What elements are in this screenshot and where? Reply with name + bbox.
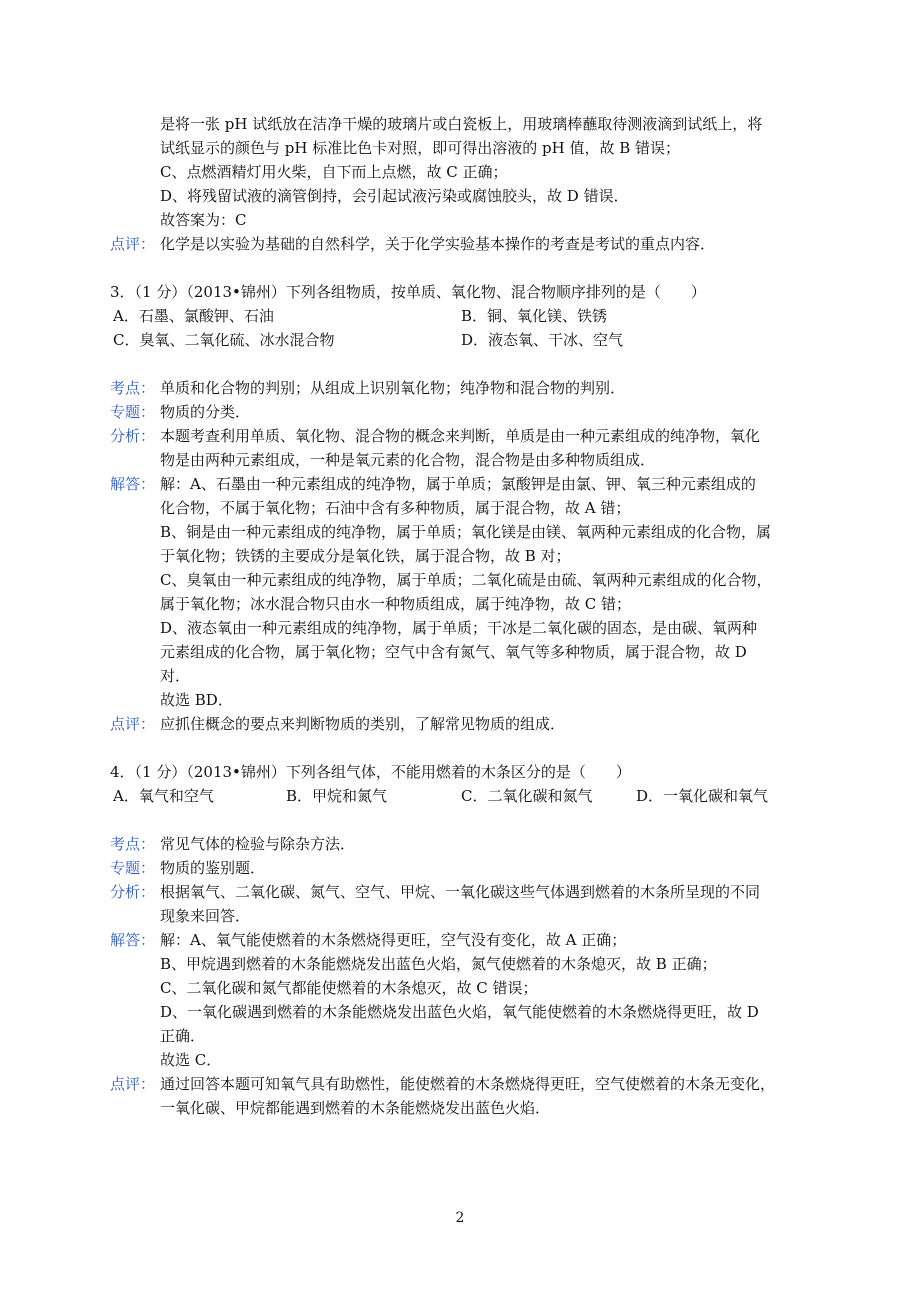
jieda-text: 属于氧化物；冰水混合物只由水一种物质组成，属于纯净物，故 C 错； — [160, 595, 632, 613]
option-c: C．臭氧、二氧化硫、冰水混合物 — [113, 331, 335, 349]
option-b: B．甲烷和氮气 — [286, 787, 388, 805]
fenxi-text: 现象来回答． — [160, 907, 251, 925]
kaodian-label: 考点： — [110, 379, 156, 397]
fenxi-label: 分析： — [110, 883, 156, 901]
dianping-text: 应抓住概念的要点来判断物质的类别，了解常见物质的组成． — [160, 715, 566, 733]
jieda-text: D、液态氧由一种元素组成的纯净物，属于单质；干冰是二氧化碳的固态，是由碳、氧两种 — [160, 619, 758, 637]
jieda-label: 解答： — [110, 931, 156, 949]
text-line: 试纸显示的颜色与 pH 标准比色卡对照，即可得出溶液的 pH 值，故 B 错误； — [160, 139, 681, 157]
zhuanti-label: 专题： — [110, 859, 156, 877]
jieda-text: C、二氧化碳和氮气都能使燃着的木条熄灭，故 C 错误； — [160, 979, 538, 997]
zhuanti-text: 物质的分类． — [160, 403, 251, 421]
jieda-text: 解：A、氧气能使燃着的木条燃烧得更旺，空气没有变化，故 A 正确； — [160, 931, 627, 949]
jieda-text: 对． — [160, 667, 191, 685]
comment-text: 化学是以实验为基础的自然科学，关于化学实验基本操作的考查是考试的重点内容． — [160, 235, 716, 253]
zhuanti-text: 物质的鉴别题． — [160, 859, 266, 877]
kaodian-text: 单质和化合物的判别；从组成上识别氧化物；纯净物和混合物的判别． — [160, 379, 626, 397]
jieda-text: 化合物，不属于氧化物；石油中含有多种物质，属于混合物，故 A 错； — [160, 499, 631, 517]
page-number: 2 — [455, 1210, 465, 1226]
fenxi-text: 物是由两种元素组成，一种是氧元素的化合物，混合物是由多种物质组成． — [160, 451, 656, 469]
option-b: B．铜、氧化镁、铁锈 — [461, 307, 608, 325]
jieda-text: 于氧化物；铁锈的主要成分是氧化铁，属于混合物，故 B 对； — [160, 547, 571, 565]
option-c: C．二氧化碳和氮气 — [461, 787, 593, 805]
jieda-text: B、甲烷遇到燃着的木条能燃烧发出蓝色火焰，氮气使燃着的木条熄灭，故 B 正确； — [160, 955, 717, 973]
dianping-text: 通过回答本题可知氧气具有助燃性，能使燃着的木条燃烧得更旺，空气使燃着的木条无变化， — [160, 1075, 776, 1093]
dianping-label: 点评： — [110, 715, 156, 733]
jieda-label: 解答： — [110, 475, 156, 493]
text-line: 是将一张 pH 试纸放在洁净干燥的玻璃片或白瓷板上，用玻璃棒蘸取待测液滴到试纸上，将 — [160, 115, 763, 133]
text-line: D、将残留试液的滴管倒持，会引起试液污染或腐蚀胶头，故 D 错误． — [160, 187, 629, 205]
kaodian-text: 常见气体的检验与除杂方法． — [160, 835, 356, 853]
text-line: 故答案为：C — [160, 211, 247, 229]
text-line: C、点燃酒精灯用火柴，自下而上点燃，故 C 正确； — [160, 163, 508, 181]
option-d: D．液态氧、干冰、空气 — [461, 331, 624, 349]
jieda-text: 解：A、石墨由一种元素组成的纯净物，属于单质；氯酸钾是由氯、钾、氧三种元素组成的 — [160, 475, 756, 493]
jieda-text: C、臭氧由一种元素组成的纯净物，属于单质；二氧化硫是由硫、氧两种元素组成的化合物， — [160, 571, 772, 589]
option-a: A．氧气和空气 — [113, 787, 214, 805]
kaodian-label: 考点： — [110, 835, 156, 853]
jieda-text: 元素组成的化合物，属于氧化物；空气中含有氮气、氧气等多种物质，属于混合物，故 D — [160, 643, 747, 661]
fenxi-label: 分析： — [110, 427, 156, 445]
question-3-stem: 3．（1 分）（2013•锦州）下列各组物质，按单质、氧化物、混合物顺序排列的是（ ） — [110, 283, 706, 301]
jieda-text: 故选 C． — [160, 1051, 222, 1069]
fenxi-text: 根据氧气、二氧化碳、氮气、空气、甲烷、一氧化碳这些气体遇到燃着的木条所呈现的不同 — [160, 883, 761, 901]
jieda-text: 正确． — [160, 1027, 206, 1045]
zhuanti-label: 专题： — [110, 403, 156, 421]
jieda-text: B、铜是由一种元素组成的纯净物，属于单质；氧化镁是由镁、氧两种元素组成的化合物，属 — [160, 523, 772, 541]
jieda-text: 故选 BD． — [160, 691, 233, 709]
option-d: D．一氧化碳和氧气 — [636, 787, 769, 805]
dianping-text: 一氧化碳、甲烷都能遇到燃着的木条能燃烧发出蓝色火焰． — [160, 1099, 551, 1117]
dianping-label: 点评： — [110, 1075, 156, 1093]
question-4-stem: 4．（1 分）（2013•锦州）下列各组气体，不能用燃着的木条区分的是（ ） — [110, 763, 631, 781]
jieda-text: D、一氧化碳遇到燃着的木条能燃烧发出蓝色火焰，氧气能使燃着的木条燃烧得更旺，故 D — [160, 1003, 759, 1021]
comment-label: 点评： — [110, 235, 156, 253]
option-a: A．石墨、氯酸钾、石油 — [113, 307, 274, 325]
fenxi-text: 本题考查利用单质、氧化物、混合物的概念来判断，单质是由一种元素组成的纯净物，氧化 — [160, 427, 761, 445]
